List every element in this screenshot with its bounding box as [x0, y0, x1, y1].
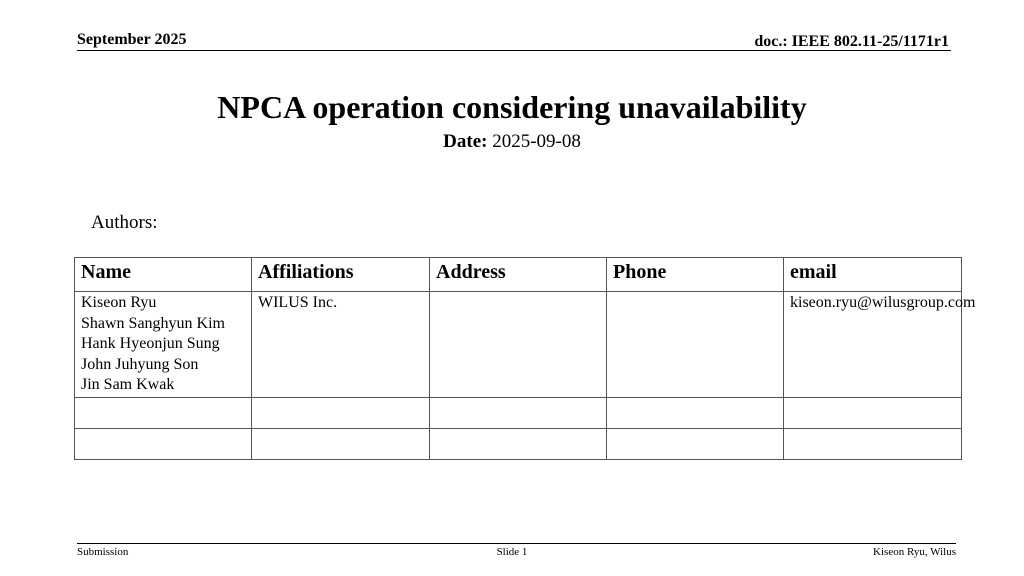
- empty-cell: [607, 397, 784, 428]
- empty-cell: [784, 397, 962, 428]
- footer-slide-number: Slide 1: [496, 546, 528, 558]
- empty-cell: [75, 428, 252, 459]
- date-value: 2025-09-08: [492, 131, 581, 152]
- column-header-affiliations: Affiliations: [252, 258, 430, 292]
- column-header-address: Address: [430, 258, 607, 292]
- empty-cell: [252, 428, 430, 459]
- author-name: Jin Sam Kwak: [81, 376, 175, 393]
- table-row: [75, 428, 962, 459]
- phone-cell: [607, 292, 784, 398]
- header-date: September 2025: [77, 31, 187, 48]
- empty-cell: [430, 397, 607, 428]
- date-line: [0, 131, 1024, 153]
- date-label: Date:: [443, 131, 488, 152]
- author-name: Kiseon Ryu: [81, 294, 157, 311]
- affiliation-cell: WILUS Inc.: [252, 292, 430, 398]
- footer-left: Submission: [77, 546, 129, 558]
- empty-cell: [252, 397, 430, 428]
- table-header-row: [75, 258, 962, 292]
- author-name: John Juhyung Son: [81, 355, 199, 373]
- empty-cell: [75, 397, 252, 428]
- author-name: Shawn Sanghyun Kim: [81, 314, 225, 332]
- column-header-phone: Phone: [607, 258, 784, 292]
- names-cell: [75, 292, 252, 398]
- footer-divider: [77, 543, 956, 544]
- empty-cell: [784, 428, 962, 459]
- footer-right: Kiseon Ryu, Wilus: [873, 546, 956, 558]
- author-name: Hank Hyeonjun Sung: [81, 335, 220, 352]
- authors-table: [74, 257, 976, 460]
- header-doc-id: doc.: IEEE 802.11-25/1171r1: [754, 33, 949, 50]
- slide-title: NPCA operation considering unavailability: [217, 89, 807, 125]
- column-header-name: Name: [75, 258, 252, 292]
- empty-cell: [430, 428, 607, 459]
- address-cell: [430, 292, 607, 398]
- table-row: [75, 292, 962, 398]
- empty-cell: [607, 428, 784, 459]
- column-header-email: email: [784, 258, 962, 292]
- authors-label: Authors:: [91, 212, 158, 233]
- table-row: [75, 397, 962, 428]
- header-divider: [77, 50, 951, 51]
- email-cell: kiseon.ryu@wilusgroup.com: [784, 292, 962, 398]
